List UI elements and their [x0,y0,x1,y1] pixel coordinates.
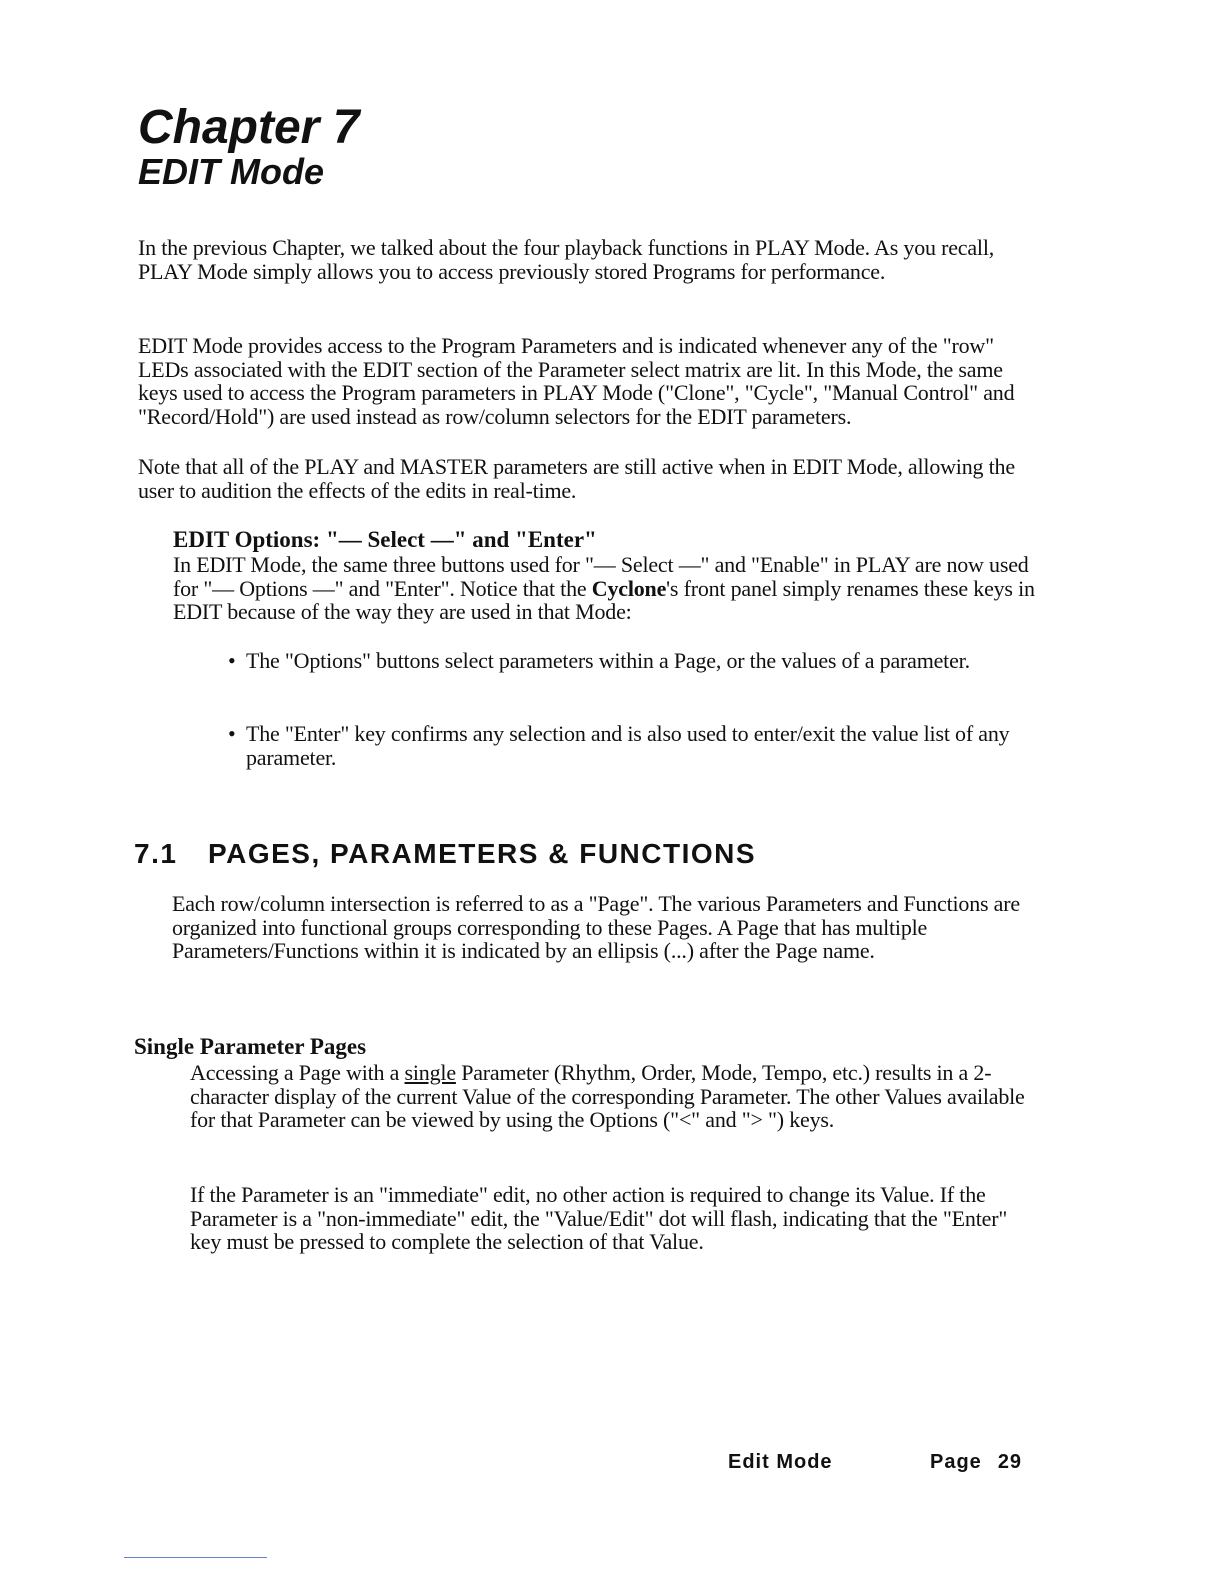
section-title: PAGES, PARAMETERS & FUNCTIONS [208,838,757,869]
bullet-item [228,648,1026,673]
intro-paragraph-2: EDIT Mode provides access to the Program Parameters and is indicated whenever any of the "row" LEDs associated with the EDIT section of the Parameter select matrix are lit. In this Mode, the same keys used to access the Program parameters in PLAY Mode ("Clone", "Cycle", "Manual Control" and "Record/Hold") are used instead as row/column selectors for the EDIT parameters. [138,333,1015,429]
bullet-text: The "Options" buttons select parameters within a Page, or the values of a parameter. [246,648,970,673]
chapter-subtitle: EDIT Mode [138,151,324,192]
bullet-dot: • [228,721,236,746]
footer-page [930,1451,1022,1474]
chapter-title: Chapter 7 [138,101,360,154]
single-text-2: Parameter (Rhythm, Order, Mode, Tempo, etc.) results in a 2-character display of the current Value of the corresponding Parameter. The other Values available for that Parameter can be viewed by using the Options ("<" and "> ") keys. [190,1060,1025,1132]
edit-options-text-2: 's front panel simply renames these keys in EDIT because of the way they are used in that Mode: [173,575,1035,624]
section-paragraph: Each row/column intersection is referred to as a "Page". The various Parameters and Functions are organized into functional groups corresponding to these Pages. A Page that has multiple Parameters/Functions within it is indicated by an ellipsis (...) after the Page name. [172,891,1020,963]
bullet-item [228,721,1036,770]
footer-page-label: Page [930,1451,982,1473]
single-parameter-heading: Single Parameter Pages [134,1034,367,1059]
edit-options-heading: EDIT Options: "— Select —" and "Enter" [173,527,597,552]
bottom-rule [124,1557,267,1558]
single-text-1: Accessing a Page with a [190,1060,405,1085]
section-heading [134,838,756,870]
intro-paragraph-1: In the previous Chapter, we talked about the four playback functions in PLAY Mode. As you recall, PLAY Mode simply allows you to access previously stored Programs for performance. [138,235,995,284]
footer-page-number: 29 [997,1451,1023,1473]
intro-paragraph-3: Note that all of the PLAY and MASTER parameters are still active when in EDIT Mode, allowing the user to audition the effects of the edits in real-time. [138,454,1015,503]
edit-options-paragraph [173,553,1043,624]
footer-section-name: Edit Mode [728,1451,833,1473]
bullet-dot: • [228,648,236,673]
single-parameter-paragraph-1 [190,1061,1040,1132]
edit-options-text-1: In EDIT Mode, the same three buttons used for "— Select —" and "Enable" in PLAY are now used for "— Options —" and "Enter". Notice that the [173,552,1029,601]
single-underlined-word: single [404,1060,456,1085]
cyclone-name: Cyclone [591,575,667,601]
single-parameter-paragraph-2: If the Parameter is an "immediate" edit, no other action is required to change its Value. If the Parameter is a "non-immediate" edit, the "Value/Edit" dot will flash, indicating that the "Enter" key must be pressed to complete the selection of that Value. [190,1182,1008,1254]
section-number: 7.1 [134,838,178,869]
bullet-text: The "Enter" key confirms any selection and is also used to enter/exit the value list of any parameter. [246,721,1010,770]
